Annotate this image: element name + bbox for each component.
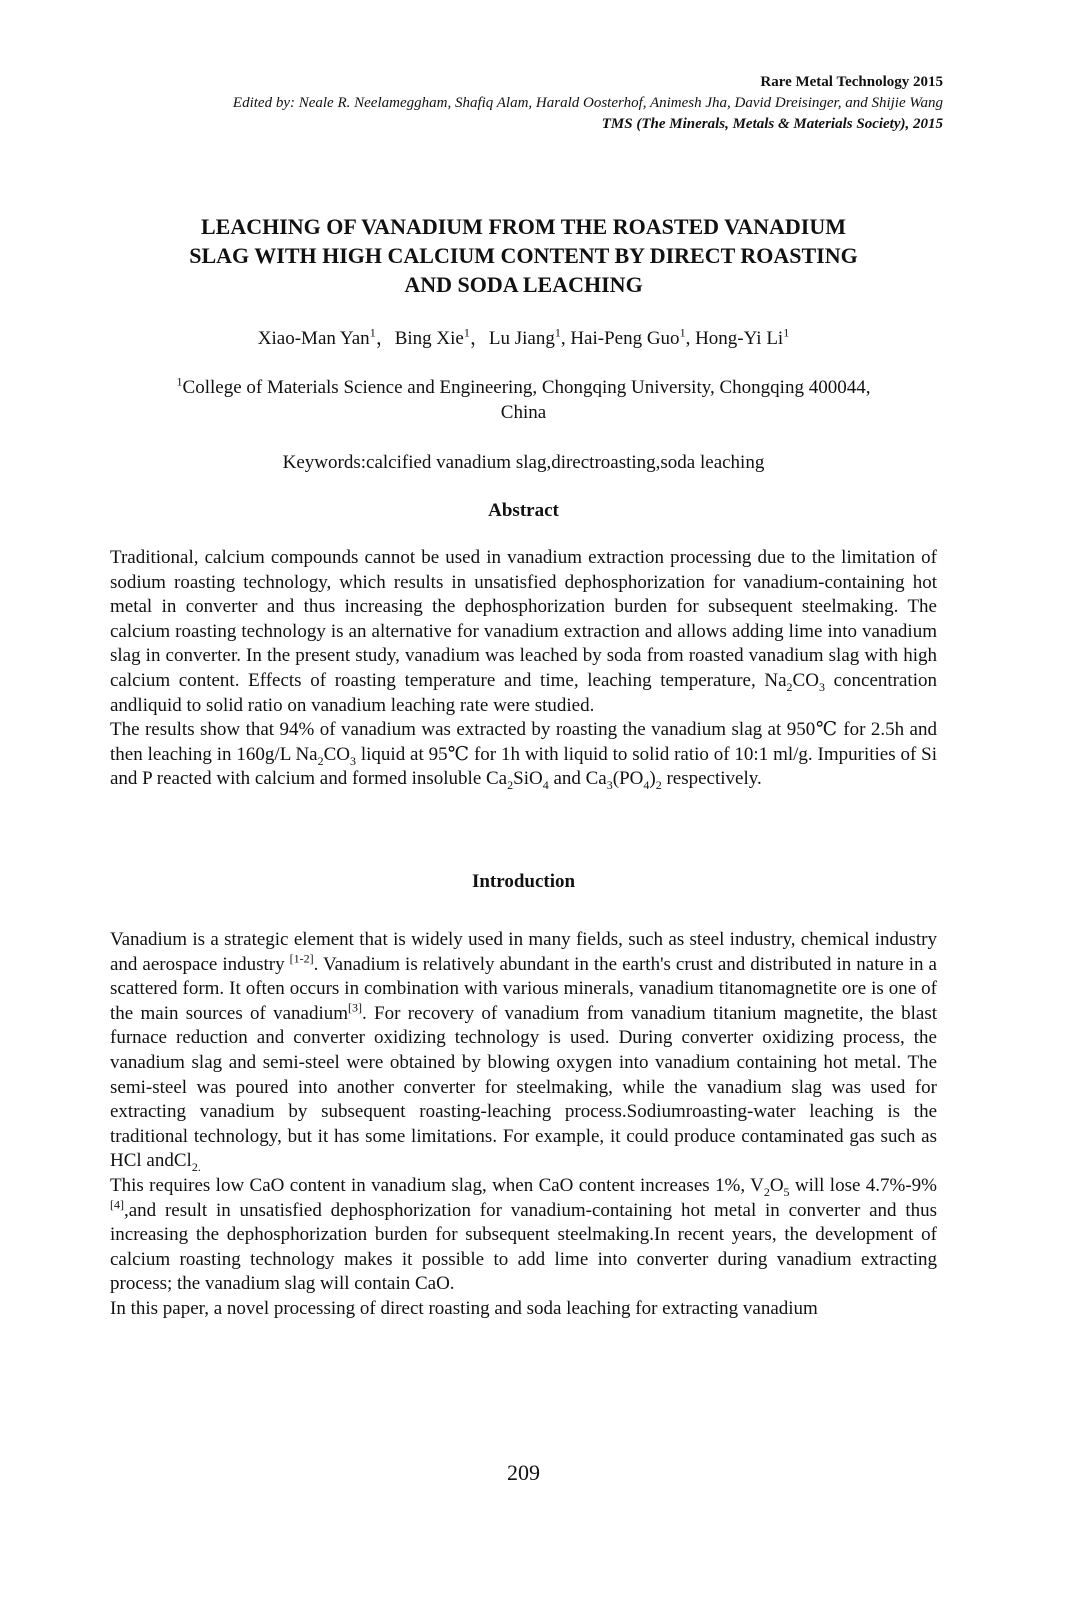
subscript: 2 <box>763 1184 770 1199</box>
introduction-body <box>110 928 937 1322</box>
author-separator: ， <box>469 328 489 349</box>
text-run: ,and result in unsatisfied dephosphorization for vanadium-containing hot metal in converter and thus increasing the dephosphorization burden for subsequent steelmaking.In recent years, the development of calcium roasting technology makes it possible to add lime into converter during vanadium extracting process; the vanadium slag will contain CaO. <box>110 1199 937 1295</box>
citation: [4] <box>110 1197 124 1212</box>
affiliation-mark: 1 <box>176 374 183 389</box>
text-run: liquid at 95℃ for 1h with liquid to solid ratio of 10:1 ml/g. Impurities of Si and P reacted with calcium and formed insoluble Ca <box>110 743 937 790</box>
text-run: The results show that 94% of vanadium was extracted by roasting the vanadium slag at 950℃ for 2.5h and then leaching in 160g/L Na <box>110 719 937 765</box>
text-run: This requires low CaO content in vanadium slag, when CaO content increases 1%, V <box>110 1174 764 1196</box>
subscript: 2. <box>191 1160 201 1175</box>
subscript: 2 <box>317 753 324 768</box>
subscript: 3 <box>606 778 613 793</box>
title-line-2: SLAG WITH HIGH CALCIUM CONTENT BY DIRECT ROASTING <box>189 243 858 268</box>
author-name: Lu Jiang <box>488 328 555 349</box>
affiliation-line-2: China <box>500 402 547 423</box>
affiliation-mark: 1 <box>783 325 790 340</box>
author-separator: , <box>685 328 696 349</box>
subscript: 4 <box>542 778 549 793</box>
intro-paragraph <box>110 1174 937 1297</box>
text-run: ) <box>649 768 656 790</box>
citation: [3] <box>348 1000 363 1015</box>
abstract-heading: Abstract <box>488 500 559 521</box>
affiliation-line-1: College of Materials Science and Engineering, Chongqing University, Chongqing 400044, <box>182 377 871 398</box>
text-run: (PO <box>612 768 644 790</box>
text-run: CO <box>792 669 819 691</box>
abstract-paragraph <box>110 546 937 718</box>
author-separator: ， <box>375 328 395 349</box>
title-line-3: AND SODA LEACHING <box>404 272 643 297</box>
author-name: Hong-Yi Li <box>695 328 784 349</box>
subscript: 3 <box>350 753 357 768</box>
conference-name: Rare Metal Technology 2015 <box>760 74 943 90</box>
text-run: and Ca <box>548 768 607 790</box>
text-run: respectively. <box>661 768 762 790</box>
subscript: 2 <box>655 778 662 793</box>
author-separator: , <box>560 328 571 349</box>
keywords: Keywords:calcified vanadium slag,directroasting,soda leaching <box>282 452 765 473</box>
abstract-paragraph <box>110 718 937 792</box>
text-run: CO <box>323 743 351 765</box>
affiliation-mark: 1 <box>554 325 561 340</box>
subscript: 3 <box>818 679 825 694</box>
text-run: . Vanadium is relatively abundant in the earth's crust and distributed in nature in a scattered form. It often occurs in combination with various minerals, vanadium titanomagnetite ore is one of the main sources of vanadium <box>110 953 937 1024</box>
author-name: Xiao-Man Yan <box>257 328 370 349</box>
text-run: SiO <box>513 768 543 790</box>
running-header <box>233 72 943 135</box>
publisher-line: TMS (The Minerals, Metals & Materials Society), 2015 <box>601 116 943 132</box>
author-list <box>110 327 937 351</box>
author-name: Bing Xie <box>394 328 464 349</box>
page-number: 209 <box>507 1460 540 1485</box>
abstract-body <box>110 546 937 792</box>
editors-line: Edited by: Neale R. Neelameggham, Shafiq Alam, Harald Oosterhof, Animesh Jha, David Dreisinger, and Shijie Wang <box>232 95 943 111</box>
text-run: concentration andliquid to solid ratio on vanadium leaching rate were studied. <box>110 669 937 716</box>
subscript: 2 <box>507 778 514 793</box>
affiliation-mark: 1 <box>463 325 470 340</box>
text-run: . For recovery of vanadium from vanadium titanium magnetite, the blast furnace reduction and converter oxidizing technology is used. During converter oxidizing process, the vanadium slag and semi-steel were obtained by blowing oxygen into vanadium containing hot metal. The semi-steel was poured into another converter for steelmaking, while the vanadium slag was used for extracting vanadium by subsequent roasting-leaching process.Sodiumroasting-water leaching is the traditional technology, but it has some limitations. For example, it could produce contaminated gas such as HCl andCl <box>110 1002 937 1172</box>
affiliation-mark: 1 <box>679 325 686 340</box>
text-run: Traditional, calcium compounds cannot be used in vanadium extraction processing due to the limitation of sodium roasting technology, which results in unsatisfied dephosphorization for vanadium-containing hot metal in converter and thus increasing the dephosphorization burden for subsequent steelmaking. The calcium roasting technology is an alternative for vanadium extraction and allows adding lime into vanadium slag in converter. In the present study, vanadium was leached by soda from roasted vanadium slag with high calcium content. Effects of roasting temperature and time, leaching temperature, Na <box>110 547 937 691</box>
subscript: 2 <box>786 679 793 694</box>
affiliation-mark: 1 <box>369 325 376 340</box>
affiliation <box>110 375 937 425</box>
intro-paragraph: In this paper, a novel processing of direct roasting and soda leaching for extracting vanadium <box>110 1297 818 1319</box>
subscript: 4 <box>643 778 650 793</box>
text-run: will lose 4.7%-9% <box>789 1174 937 1196</box>
author-name: Hai-Peng Guo <box>570 328 680 349</box>
citation: [1-2] <box>289 951 314 966</box>
intro-paragraph <box>110 928 937 1174</box>
paper-title <box>110 212 937 299</box>
text-run: Vanadium is a strategic element that is widely used in many fields, such as steel industry, chemical industry and aerospace industry <box>110 929 937 975</box>
subscript: 5 <box>783 1184 790 1199</box>
title-line-1: LEACHING OF VANADIUM FROM THE ROASTED VANADIUM <box>201 214 846 239</box>
introduction-heading: Introduction <box>471 871 576 892</box>
text-run: O <box>769 1174 784 1196</box>
